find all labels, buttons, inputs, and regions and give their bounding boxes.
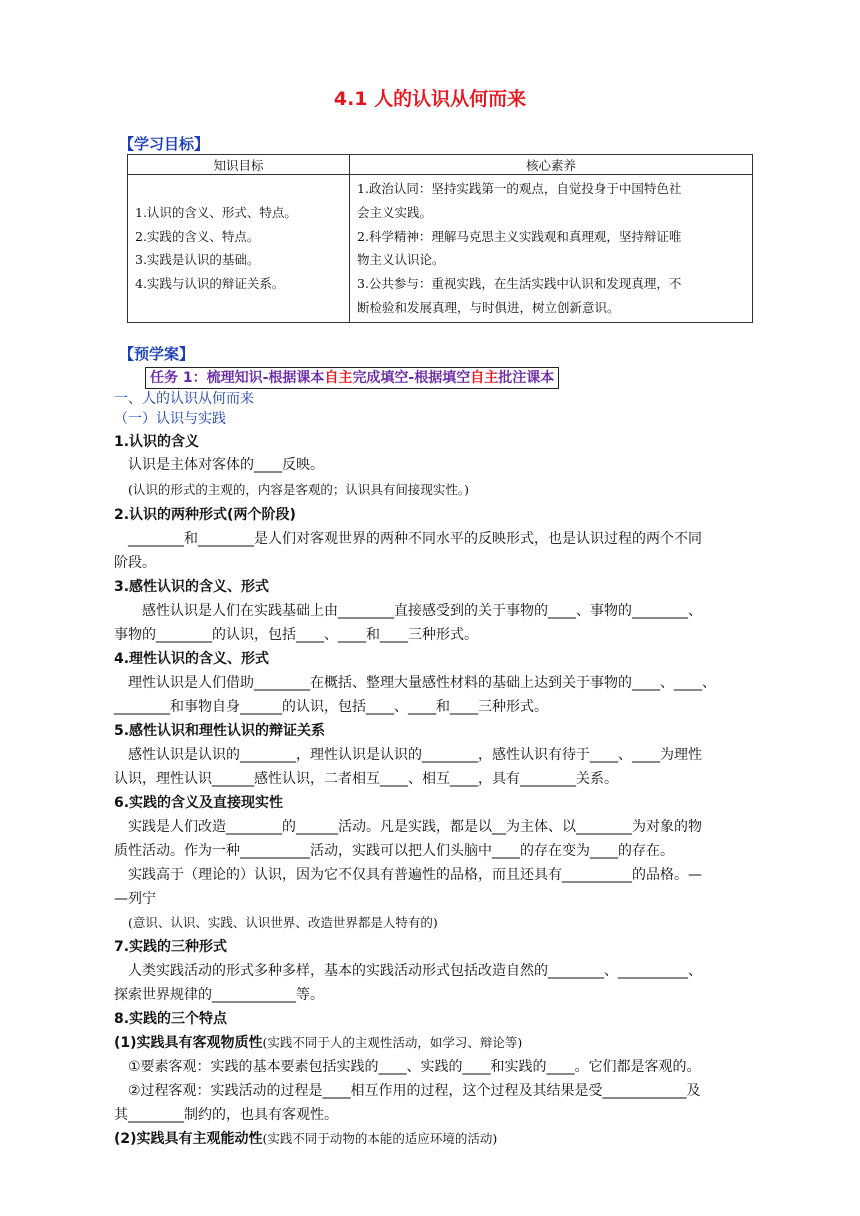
fill-in-line: 认识是主体对客体的____反映。	[128, 457, 324, 473]
fill-in-line: 感性认识是人们在实践基础上由________直接感受到的关于事物的____、事物的________、	[142, 603, 702, 619]
fill-in-line: 质性活动。作为一种__________活动，实践可以把人们头脑中____的存在变为____的存在。	[114, 843, 674, 859]
literacy-line: 1.政治认同：坚持实践第一的观点，自觉投身于中国特色社	[357, 181, 682, 196]
note-line: (认识的形式的主观的，内容是客观的；认识具有间接现实性。)	[128, 482, 470, 497]
preview-content	[114, 389, 754, 1153]
item-heading: 3.感性认识的含义、形式	[114, 579, 270, 595]
fill-in-line: 理性认识是人们借助________在概括、整理大量感性材料的基础上达到关于事物的____、____、	[128, 675, 716, 691]
heading-level-2: （一）认识与实践	[114, 411, 226, 427]
heading-level-1: 一、人的认识从何而来	[114, 391, 254, 407]
quote-source: —列宁	[114, 891, 156, 907]
fill-in-line: 感性认识是认识的________，理性认识是认识的________，感性认识有待于____、____为理性	[128, 747, 702, 763]
fill-in-line: 探索世界规律的____________等。	[114, 987, 324, 1003]
section-learning-goals: 【学习目标】	[119, 135, 210, 153]
item-heading: 8.实践的三个特点	[114, 1011, 228, 1027]
fill-in-line: ________和事物自身______的认识，包括____、____和____三种形式。	[114, 699, 548, 715]
goals-col-knowledge-header: 知识目标	[128, 155, 350, 175]
item-heading: 1.认识的含义	[114, 434, 200, 450]
task-text: 批注课本	[498, 370, 555, 386]
note-line: (意识、认识、实践、认识世界、改造世界都是人特有的)	[128, 915, 438, 930]
item-heading: 6.实践的含义及直接现实性	[114, 795, 284, 811]
task-highlight: 自主	[324, 370, 353, 386]
sub-item-title: (2)实践具有主观能动性	[114, 1131, 263, 1147]
literacy-line: 2.科学精神：理解马克思主义实践观和真理观，坚持辩证唯	[357, 228, 682, 244]
fill-in-line: 事物的________的认识，包括____、____和____三种形式。	[114, 627, 478, 643]
literacy-line: 物主义认识论。	[357, 252, 445, 268]
fill-in-line: 实践是人们改造________的______活动。凡是实践，都是以__为主体、以________为对象的物	[128, 819, 702, 835]
knowledge-goals-cell	[128, 175, 350, 323]
goals-table	[127, 154, 753, 323]
fill-in-line: 人类实践活动的形式多种多样，基本的实践活动形式包括改造自然的________、__________、	[128, 963, 702, 979]
fill-in-line: 阶段。	[114, 555, 156, 571]
task-1-box	[145, 367, 559, 389]
fill-in-line: 实践高于（理论的）认识，因为它不仅具有普遍性的品格，而且还具有__________的品格。—	[128, 867, 702, 883]
goals-table-body-row	[128, 175, 753, 323]
fill-in-line: ________和________是人们对客观世界的两种不同水平的反映形式，也是认识过程的两个不同	[128, 531, 702, 547]
task-highlight: 自主	[470, 370, 499, 386]
sub-item-title: (1)实践具有客观物质性	[114, 1035, 263, 1051]
knowledge-goal-item: 1.认识的含义、形式、特点。	[135, 204, 297, 220]
literacy-line: 断检验和发展真理，与时俱进，树立创新意识。	[357, 299, 620, 315]
fill-in-line: 其________制约的，也具有客观性。	[114, 1107, 338, 1123]
goals-col-literacy-header: 核心素养	[350, 155, 753, 175]
sub-item-heading	[114, 1033, 754, 1057]
section-preview: 【预学案】	[119, 345, 195, 363]
item-heading: 2.认识的两种形式(两个阶段)	[114, 507, 296, 523]
fill-in-line: ①要素客观：实践的基本要素包括实践的____、实践的____和实践的____。它们都是客观的。	[128, 1059, 701, 1075]
fill-in-line: 认识，理性认识______感性认识，二者相互____、相互____，具有________关系。	[114, 771, 618, 787]
task-text: 完成填空-根据填空	[352, 370, 471, 386]
fill-in-line: ②过程客观：实践活动的过程是____相互作用的过程，这个过程及其结果是受____________及	[128, 1083, 701, 1099]
literacy-line: 3.公共参与：重视实践，在生活实践中认识和发现真理，不	[357, 276, 682, 292]
literacy-line: 会主义实践。	[357, 204, 433, 220]
knowledge-goal-item: 4.实践与认识的辩证关系。	[135, 276, 285, 292]
sub-item-heading	[114, 1129, 754, 1153]
sub-item-note: (实践不同于动物的本能的适应环境的活动)	[262, 1131, 498, 1146]
knowledge-goal-item: 2.实践的含义、特点。	[135, 228, 260, 244]
sub-item-note: (实践不同于人的主观性活动，如学习、辩论等)	[262, 1035, 523, 1050]
knowledge-goal-item: 3.实践是认识的基础。	[135, 252, 260, 268]
page-title: 4.1 人的认识从何而来	[333, 88, 527, 110]
item-heading: 4.理性认识的含义、形式	[114, 651, 270, 667]
item-heading: 7.实践的三种形式	[114, 939, 228, 955]
goals-table-header-row	[128, 155, 753, 175]
item-heading: 5.感性认识和理性认识的辩证关系	[114, 723, 326, 739]
literacy-goals-cell	[350, 175, 753, 323]
task-text: 任务 1：梳理知识-根据课本	[150, 370, 325, 386]
